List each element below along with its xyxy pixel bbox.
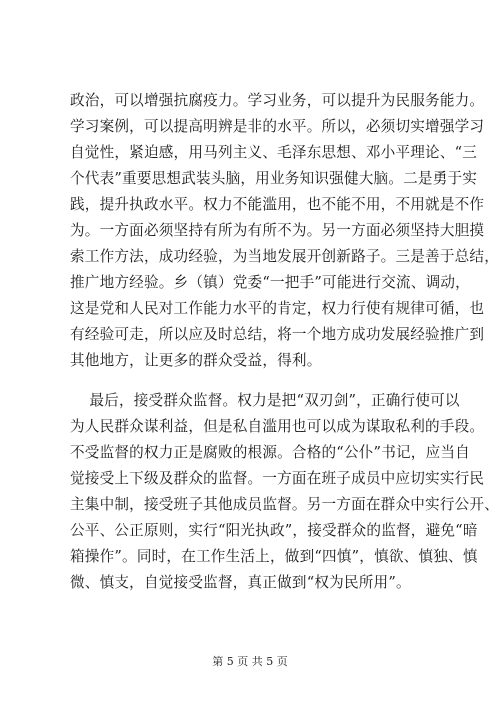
body-text-line: 不受监督的权力正是腐败的根源。合格的“公仆”书记，应当自 xyxy=(70,444,470,461)
body-text-line: 为。一方面必须坚持有所为有所不为。另一方面必须坚持大胆摸 xyxy=(70,222,485,239)
body-text-line: 最后，接受群众监督。权力是把“双刃剑”，正确行使可以 xyxy=(70,392,460,409)
body-text-line: 主集中制，接受班子其他成员监督。另一方面在群众中实行公开、 xyxy=(70,496,500,513)
body-text-line: 个代表”重要思想武装头脑，用业务知识强健大脑。二是勇于实 xyxy=(70,170,478,187)
body-text-line: 有经验可走，所以应及时总结，将一个地方成功发展经验推广到 xyxy=(70,326,485,343)
body-text-line: 践，提升执政水平。权力不能滥用，也不能不用，不用就是不作 xyxy=(70,196,485,213)
body-text-line: 自觉性，紧迫感，用马列主义、毛泽东思想、邓小平理论、“三 xyxy=(70,144,478,161)
body-text-line: 箱操作”。同时，在工作生活上，做到“四慎”，慎欲、慎独、慎 xyxy=(70,548,478,565)
body-text-line: 推广地方经验。乡（镇）党委“一把手”可能进行交流、调动， xyxy=(70,274,470,291)
body-text-line: 政治，可以增强抗腐疫力。学习业务，可以提升为民服务能力。 xyxy=(70,92,485,109)
body-text-line: 觉接受上下级及群众的监督。一方面在班子成员中应切实实行民 xyxy=(70,470,485,487)
body-text-line: 这是党和人民对工作能力水平的肯定，权力行使有规律可循，也 xyxy=(70,300,485,317)
body-text-line: 学习案例，可以提高明辨是非的水平。所以，必须切实增强学习 xyxy=(70,118,485,135)
body-text-line: 公平、公正原则，实行“阳光执政”，接受群众的监督，避免“暗 xyxy=(70,522,478,539)
body-text-line: 为人民群众谋利益，但是私自滥用也可以成为谋取私利的手段。 xyxy=(70,418,485,435)
body-text-line: 索工作方法，成功经验，为当地发展开创新路子。三是善于总结， xyxy=(70,248,500,265)
body-text-line: 微、慎支，自觉接受监督，真正做到“权为民所用”。 xyxy=(70,574,411,591)
page-number-footer: 第 5 页 共 5 页 xyxy=(212,655,288,668)
body-text-line: 其他地方，让更多的群众受益，得利。 xyxy=(70,352,322,369)
